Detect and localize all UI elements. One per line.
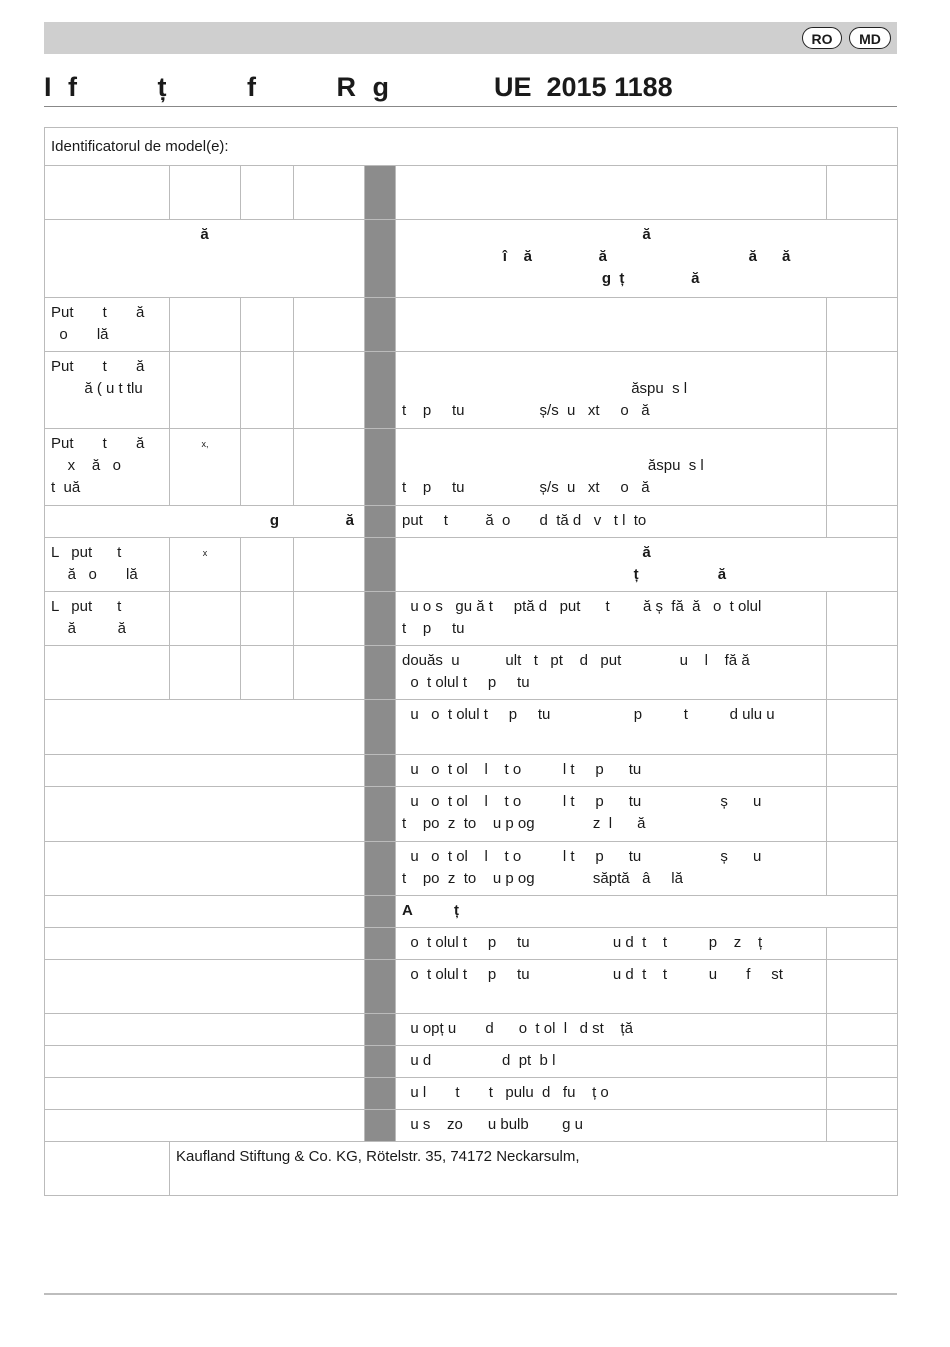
- cell: [396, 166, 827, 220]
- language-badge-ro: RO: [802, 27, 842, 49]
- table-row: [45, 700, 898, 755]
- separator-column: [365, 298, 396, 352]
- header-bar: [44, 22, 897, 54]
- row-description: ăspu s l t p tu ș/s u xt o ă: [396, 429, 827, 506]
- cell: [827, 960, 898, 1014]
- separator-column: [365, 1046, 396, 1078]
- separator-column: [365, 506, 396, 538]
- table-row: [45, 755, 898, 787]
- separator-column: [365, 538, 396, 592]
- cell: [294, 429, 365, 506]
- row-description: u o s gu ă t ptă d put t ă ș fă ă o t olul t p tu: [396, 592, 827, 646]
- table-row: [45, 298, 898, 352]
- row-description: put t ă o d tă d v t l to: [396, 506, 827, 538]
- cell: [241, 592, 294, 646]
- row-label: Put t ă x ă o t uă: [45, 429, 170, 506]
- cell: [294, 592, 365, 646]
- cell: [827, 755, 898, 787]
- cell: [45, 646, 170, 700]
- page-title: I f ț f R g: [44, 72, 390, 102]
- cell: [45, 166, 170, 220]
- section-description: ă î ă ă ă ă g ț ă: [396, 220, 898, 298]
- cell: [827, 429, 898, 506]
- table-row: [45, 842, 898, 896]
- row-description: u o t ol l t o l t p tu ș u t po z to u p og z l ă: [396, 787, 827, 842]
- cell: [241, 538, 294, 592]
- table-row: [45, 352, 898, 429]
- table-row: [45, 646, 898, 700]
- row-description: douăs u ult t pt d put u l fă ă o t olul t p tu: [396, 646, 827, 700]
- cell: [827, 1078, 898, 1110]
- row-label: L put t ă o lă: [45, 538, 170, 592]
- separator-column: [365, 220, 396, 298]
- cell: [294, 646, 365, 700]
- cell: [170, 592, 241, 646]
- cell: [170, 298, 241, 352]
- row-label: g ă: [45, 506, 365, 538]
- table-row: [45, 1142, 898, 1196]
- separator-column: [365, 1110, 396, 1142]
- table-row: [45, 787, 898, 842]
- cell: [241, 352, 294, 429]
- table-row: [45, 220, 898, 298]
- cell: [45, 1046, 365, 1078]
- separator-column: [365, 928, 396, 960]
- title-divider: [44, 106, 897, 107]
- row-description: o t olul t p tu u d t t u f st: [396, 960, 827, 1014]
- cell: [45, 896, 365, 928]
- table-row: [45, 1078, 898, 1110]
- row-label: L put t ă ă: [45, 592, 170, 646]
- cell: [294, 298, 365, 352]
- cell: [45, 1110, 365, 1142]
- table-row: [45, 429, 898, 506]
- separator-column: [365, 646, 396, 700]
- footer-divider: [44, 1293, 897, 1295]
- separator-column: [365, 755, 396, 787]
- cell: [241, 646, 294, 700]
- cell: [294, 538, 365, 592]
- separator-column: [365, 166, 396, 220]
- cell: [241, 166, 294, 220]
- separator-column: [365, 429, 396, 506]
- cell: [294, 352, 365, 429]
- row-description: u l t t pulu d fu ț o: [396, 1078, 827, 1110]
- cell: [170, 429, 241, 506]
- section-description: ă ț ă: [396, 538, 898, 592]
- table-row: [45, 538, 898, 592]
- cell: [827, 166, 898, 220]
- separator-column: [365, 787, 396, 842]
- row-description: u opț u d o t ol l d st ță: [396, 1014, 827, 1046]
- row-description: u o t ol l t o l t p tu ș u t po z to u p og săptă â lă: [396, 842, 827, 896]
- cell: [396, 298, 827, 352]
- product-information-table: [44, 127, 898, 1196]
- cell: [170, 352, 241, 429]
- cell: [827, 928, 898, 960]
- table-row: [45, 166, 898, 220]
- model-identifier-label: Identificatorul de model(e):: [45, 128, 898, 166]
- separator-column: [365, 700, 396, 755]
- symbol: x: [202, 548, 208, 559]
- table-row: [45, 960, 898, 1014]
- table-row: [45, 1046, 898, 1078]
- table-row: [45, 128, 898, 166]
- cell: [827, 787, 898, 842]
- separator-column: [365, 352, 396, 429]
- cell: [241, 429, 294, 506]
- cell: [45, 1078, 365, 1110]
- table-row: [45, 506, 898, 538]
- row-label: Put t ă ă ( u t tlu: [45, 352, 170, 429]
- table-row: [45, 1110, 898, 1142]
- cell: [170, 166, 241, 220]
- separator-column: [365, 842, 396, 896]
- cell: [45, 1142, 170, 1196]
- cell: [827, 1110, 898, 1142]
- separator-column: [365, 896, 396, 928]
- cell: [827, 506, 898, 538]
- table-row: [45, 896, 898, 928]
- cell: [827, 842, 898, 896]
- regulation-reference: UE 2015 1188: [494, 72, 673, 102]
- row-description: u o t ol l t o l t p tu: [396, 755, 827, 787]
- cell: [45, 787, 365, 842]
- row-description: o t olul t p tu u d t t p z ț: [396, 928, 827, 960]
- symbol: x,: [201, 439, 209, 450]
- cell: [827, 592, 898, 646]
- row-description: u d d pt b l: [396, 1046, 827, 1078]
- cell: [45, 700, 365, 755]
- cell: [45, 842, 365, 896]
- cell: [45, 960, 365, 1014]
- cell: [45, 755, 365, 787]
- cell: [827, 1046, 898, 1078]
- section-label: ă: [45, 220, 365, 298]
- row-description: u o t olul t p tu p t d ulu u: [396, 700, 827, 755]
- cell: [294, 166, 365, 220]
- cell: [45, 928, 365, 960]
- cell: [241, 298, 294, 352]
- table-row: [45, 592, 898, 646]
- language-badge-md: MD: [849, 27, 891, 49]
- cell: [827, 1014, 898, 1046]
- separator-column: [365, 960, 396, 1014]
- row-label: Put t ă o lă: [45, 298, 170, 352]
- cell: [827, 352, 898, 429]
- cell: [45, 1014, 365, 1046]
- row-description: ăspu s l t p tu ș/s u xt o ă: [396, 352, 827, 429]
- cell: [170, 646, 241, 700]
- manufacturer-address: Kaufland Stiftung & Co. KG, Rötelstr. 35, 74172 Neckarsulm,: [170, 1142, 898, 1196]
- cell: [827, 700, 898, 755]
- separator-column: [365, 592, 396, 646]
- cell: [170, 538, 241, 592]
- separator-column: [365, 1014, 396, 1046]
- cell: [827, 646, 898, 700]
- table-row: [45, 928, 898, 960]
- cell: [827, 298, 898, 352]
- separator-column: [365, 1078, 396, 1110]
- table-row: [45, 1014, 898, 1046]
- section-heading: A ț: [396, 896, 898, 928]
- row-description: u s zo u bulb g u: [396, 1110, 827, 1142]
